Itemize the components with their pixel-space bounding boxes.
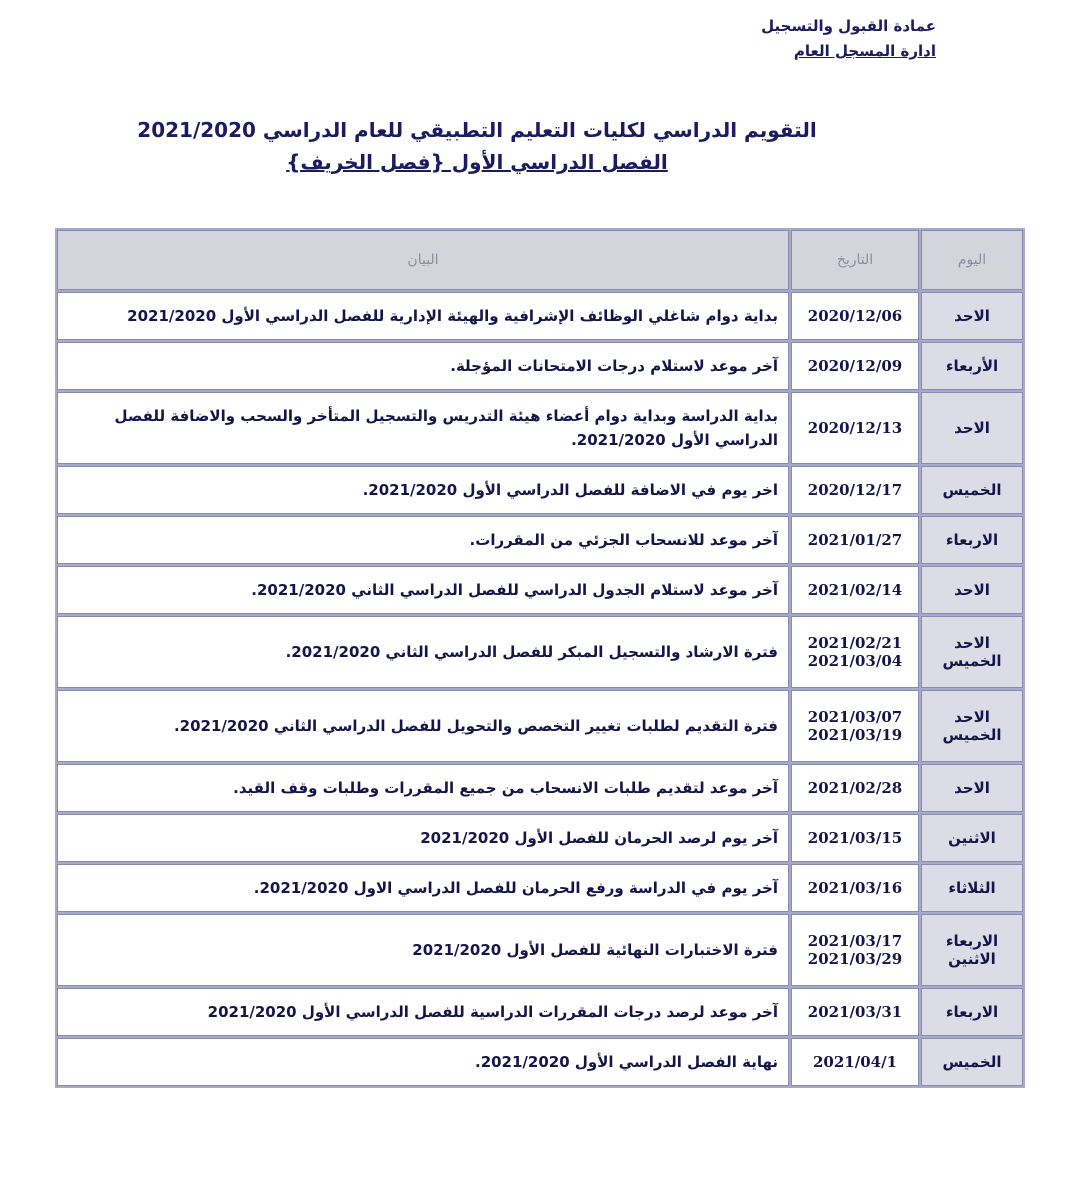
date-value: 2021/03/17 (807, 932, 903, 950)
day-cell (921, 466, 1023, 514)
academic-calendar-table (55, 228, 1025, 1088)
day-cell (921, 516, 1023, 564)
date-value: 2021/03/16 (807, 879, 903, 897)
date-value: 2020/12/13 (807, 419, 903, 437)
table-row (57, 914, 1023, 986)
header-description: البيان (57, 230, 789, 290)
day-name: الخميس (942, 726, 1002, 744)
calendar-title: التقويم الدراسي لكليات التعليم التطبيقي للعام الدراسي 2021/2020 (137, 118, 817, 142)
date-cell (791, 466, 919, 514)
day-name: الاحد (954, 581, 990, 599)
description-cell: آخر موعد لاستلام الجدول الدراسي للفصل الدراسي الثاني 2021/2020. (57, 566, 789, 614)
description-cell: آخر موعد لتقديم طلبات الانسحاب من جميع المقررات وطلبات وقف القيد. (57, 764, 789, 812)
day-name: الخميس (942, 481, 1002, 499)
table-row (57, 690, 1023, 762)
date-value: 2021/03/15 (807, 829, 903, 847)
description-cell: آخر موعد لاستلام درجات الامتحانات المؤجلة. (57, 342, 789, 390)
day-cell (921, 690, 1023, 762)
date-cell (791, 988, 919, 1036)
table-row (57, 814, 1023, 862)
header-date: التاريخ (791, 230, 919, 290)
description-cell: فترة التقديم لطلبات تغيير التخصص والتحويل للفصل الدراسي الثاني 2021/2020. (57, 690, 789, 762)
description-cell: آخر موعد للانسحاب الجزئي من المقررات. (57, 516, 789, 564)
day-cell (921, 814, 1023, 862)
date-cell (791, 342, 919, 390)
day-name: الأربعاء (945, 357, 999, 375)
department-header (761, 14, 936, 64)
day-cell (921, 764, 1023, 812)
day-cell (921, 566, 1023, 614)
date-value: 2020/12/09 (807, 357, 903, 375)
header-day: اليوم (921, 230, 1023, 290)
date-cell (791, 566, 919, 614)
day-name: الاربعاء (945, 531, 999, 549)
day-name: الاثنين (948, 950, 996, 968)
table-row (57, 764, 1023, 812)
description-cell: آخر يوم في الدراسة ورفع الحرمان للفصل الدراسي الاول 2021/2020. (57, 864, 789, 912)
department-name: ادارة المسجل العام (793, 42, 936, 60)
deanship-name: عمادة القبول والتسجيل (761, 17, 936, 35)
date-cell (791, 764, 919, 812)
description-cell: بداية الدراسة وبداية دوام أعضاء هيئة التدريس والتسجيل المتأخر والسحب والاضافة للفصل الدراسي الأول 2021/2020. (57, 392, 789, 464)
date-value: 2020/12/17 (807, 481, 903, 499)
day-cell (921, 864, 1023, 912)
table-row (57, 516, 1023, 564)
day-name: الاربعاء (945, 1003, 999, 1021)
description-cell: آخر يوم لرصد الحرمان للفصل الأول 2021/2020 (57, 814, 789, 862)
table-row (57, 466, 1023, 514)
date-value: 2021/02/21 (807, 634, 903, 652)
date-cell (791, 914, 919, 986)
date-value: 2021/02/14 (807, 581, 903, 599)
table-row (57, 988, 1023, 1036)
day-cell (921, 616, 1023, 688)
date-cell (791, 292, 919, 340)
date-value: 2021/03/07 (807, 708, 903, 726)
date-value: 2021/04/1 (812, 1053, 898, 1071)
table-row (57, 1038, 1023, 1086)
day-cell (921, 988, 1023, 1036)
date-value: 2021/02/28 (807, 779, 903, 797)
date-value: 2021/03/31 (807, 1003, 903, 1021)
date-cell (791, 516, 919, 564)
date-cell (791, 690, 919, 762)
day-name: الخميس (942, 1053, 1002, 1071)
description-cell: آخر موعد لرصد درجات المقررات الدراسية للفصل الدراسي الأول 2021/2020 (57, 988, 789, 1036)
day-cell (921, 292, 1023, 340)
day-cell (921, 1038, 1023, 1086)
date-cell (791, 1038, 919, 1086)
day-name: الاحد (954, 634, 990, 652)
date-value: 2021/03/19 (807, 726, 903, 744)
day-name: الاحد (954, 708, 990, 726)
day-name: الاحد (954, 419, 990, 437)
day-name: الاثنين (948, 829, 996, 847)
table-row (57, 566, 1023, 614)
description-cell: فترة الاختبارات النهائية للفصل الأول 2021/2020 (57, 914, 789, 986)
table-row (57, 292, 1023, 340)
date-cell (791, 616, 919, 688)
table-header-row (57, 230, 1023, 290)
day-name: الاحد (954, 307, 990, 325)
table-row (57, 342, 1023, 390)
table-row (57, 392, 1023, 464)
date-value: 2021/01/27 (807, 531, 903, 549)
day-name: الثلاثاء (948, 879, 996, 897)
description-cell: نهاية الفصل الدراسي الأول 2021/2020. (57, 1038, 789, 1086)
date-value: 2020/12/06 (807, 307, 903, 325)
date-value: 2021/03/29 (807, 950, 903, 968)
day-cell (921, 392, 1023, 464)
day-cell (921, 342, 1023, 390)
semester-subtitle: الفصل الدراسي الأول {فصل الخريف} (286, 150, 668, 174)
document-title-block (0, 114, 1074, 178)
day-name: الاحد (954, 779, 990, 797)
day-name: الاربعاء (945, 932, 999, 950)
description-cell: بداية دوام شاغلي الوظائف الإشرافية والهيئة الإدارية للفصل الدراسي الأول 2021/2020 (57, 292, 789, 340)
table-row (57, 864, 1023, 912)
table-row (57, 616, 1023, 688)
date-cell (791, 814, 919, 862)
day-cell (921, 914, 1023, 986)
date-cell (791, 392, 919, 464)
date-cell (791, 864, 919, 912)
description-cell: فترة الارشاد والتسجيل المبكر للفصل الدراسي الثاني 2021/2020. (57, 616, 789, 688)
description-cell: اخر يوم في الاضافة للفصل الدراسي الأول 2021/2020. (57, 466, 789, 514)
date-value: 2021/03/04 (807, 652, 903, 670)
day-name: الخميس (942, 652, 1002, 670)
